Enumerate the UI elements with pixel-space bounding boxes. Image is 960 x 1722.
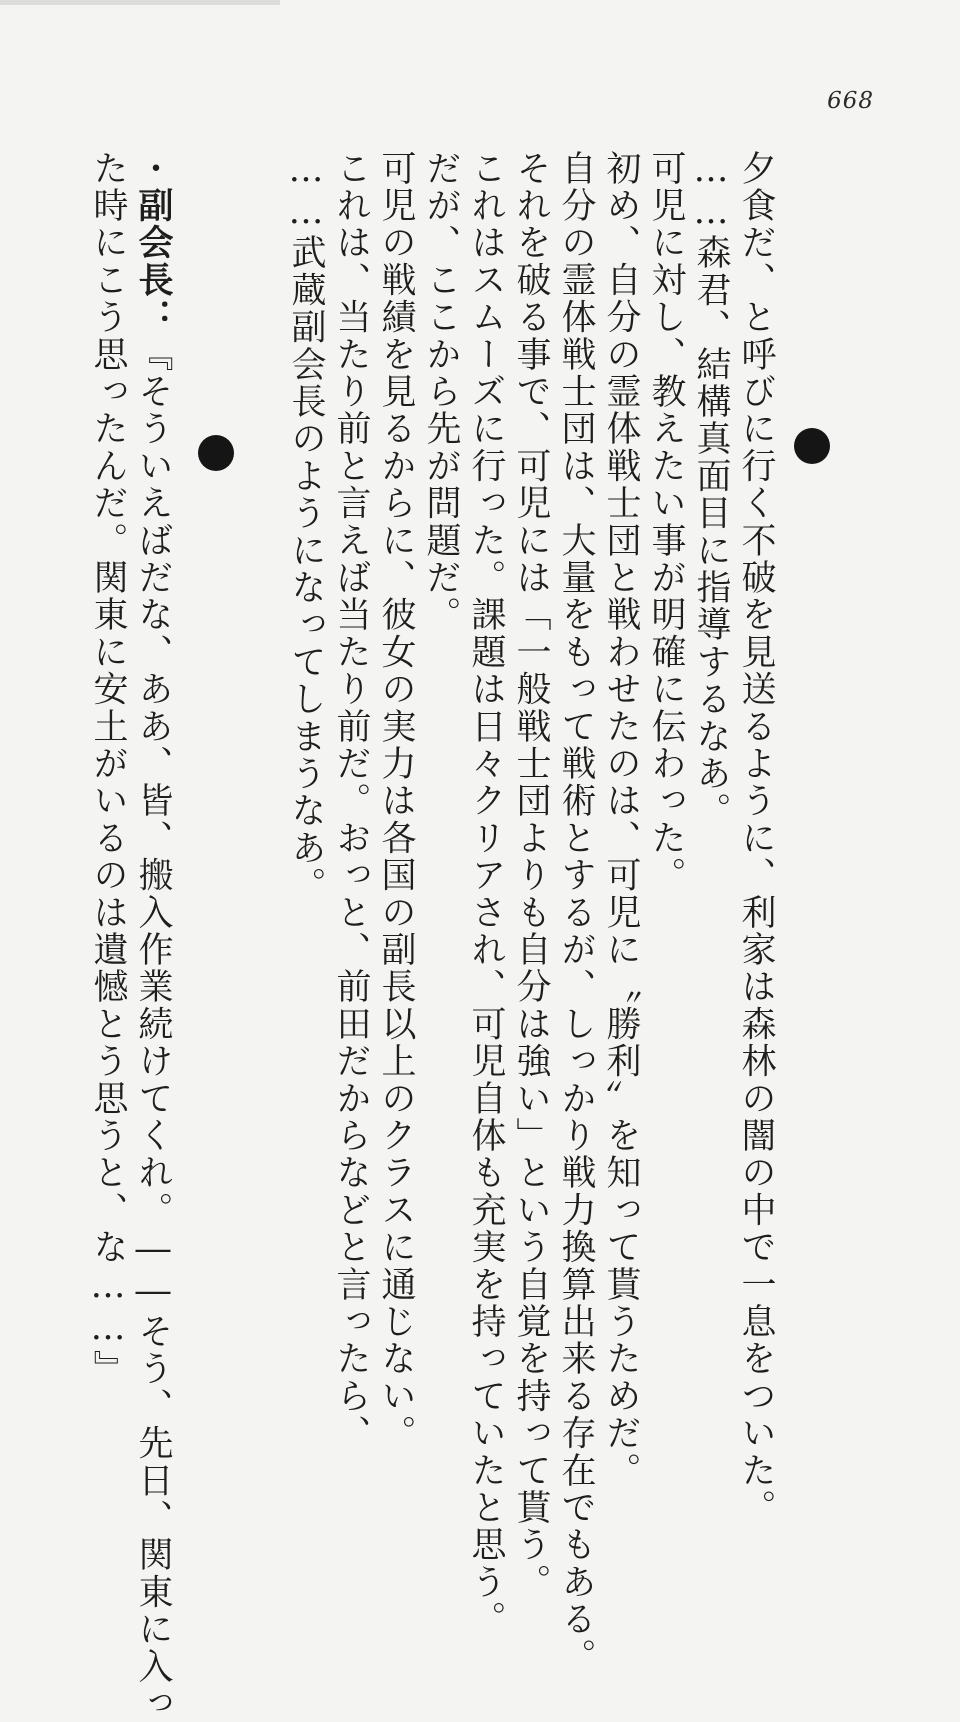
text-line: これは、当たり前と言えば当たり前だ。おっと、前田だからなどと言ったら、 <box>331 150 371 1452</box>
text-line: それを破る事で、可児には「一般戦士団よりも自分は強い」という自覚を持って貰う。 <box>511 150 551 1601</box>
text-line: ……森君、結構真面目に指導するなあ。 <box>691 150 731 830</box>
text-line: 可児の戦績を見るからに、彼女の実力は各国の副長以上のクラスに通じない。 <box>376 150 416 1452</box>
dialogue-line-continued: た時にこう思ったんだ。関東に安土がいるのは遺憾とう思うと、な……』 <box>88 150 128 1388</box>
text-line: 夕食だ、と呼びに行く不破を見送るように、利家は森林の闇の中で一息をついた。 <box>736 150 776 1527</box>
text-line: 可児に対し、教えたい事が明確に伝わった。 <box>646 150 686 894</box>
page-number: 668 <box>827 88 874 114</box>
text-line: だが、ここから先が問題だ。 <box>421 150 461 634</box>
speaker-name: 副会長 <box>133 187 173 299</box>
dialogue-text: 『そういえばだな、ああ、皆、搬入作業続けてくれ。――そう、先日、関東に入っ <box>133 336 173 1722</box>
text-line: これはスムーズに行った。課題は日々クリアされ、可児自体も充実を持っていたと思う。 <box>466 150 506 1638</box>
text-line: 初め、自分の霊体戦士団と戦わせたのは、可児に〝勝利〟を知って貰うためだ。 <box>601 150 641 1490</box>
scan-edge-rule <box>0 0 280 5</box>
bullet: ・ <box>133 150 173 188</box>
speaker-colon: ： <box>133 298 173 337</box>
scene-break-dot <box>198 435 234 471</box>
text-line: 自分の霊体戦士団は、大量をもって戦術とするが、しっかり戦力換算出来る存在でもある。 <box>556 150 596 1676</box>
scene-break-dot <box>794 428 830 464</box>
text-line: ……武蔵副会長のようになってしまうなあ。 <box>286 150 326 904</box>
dialogue-line <box>133 150 173 1722</box>
